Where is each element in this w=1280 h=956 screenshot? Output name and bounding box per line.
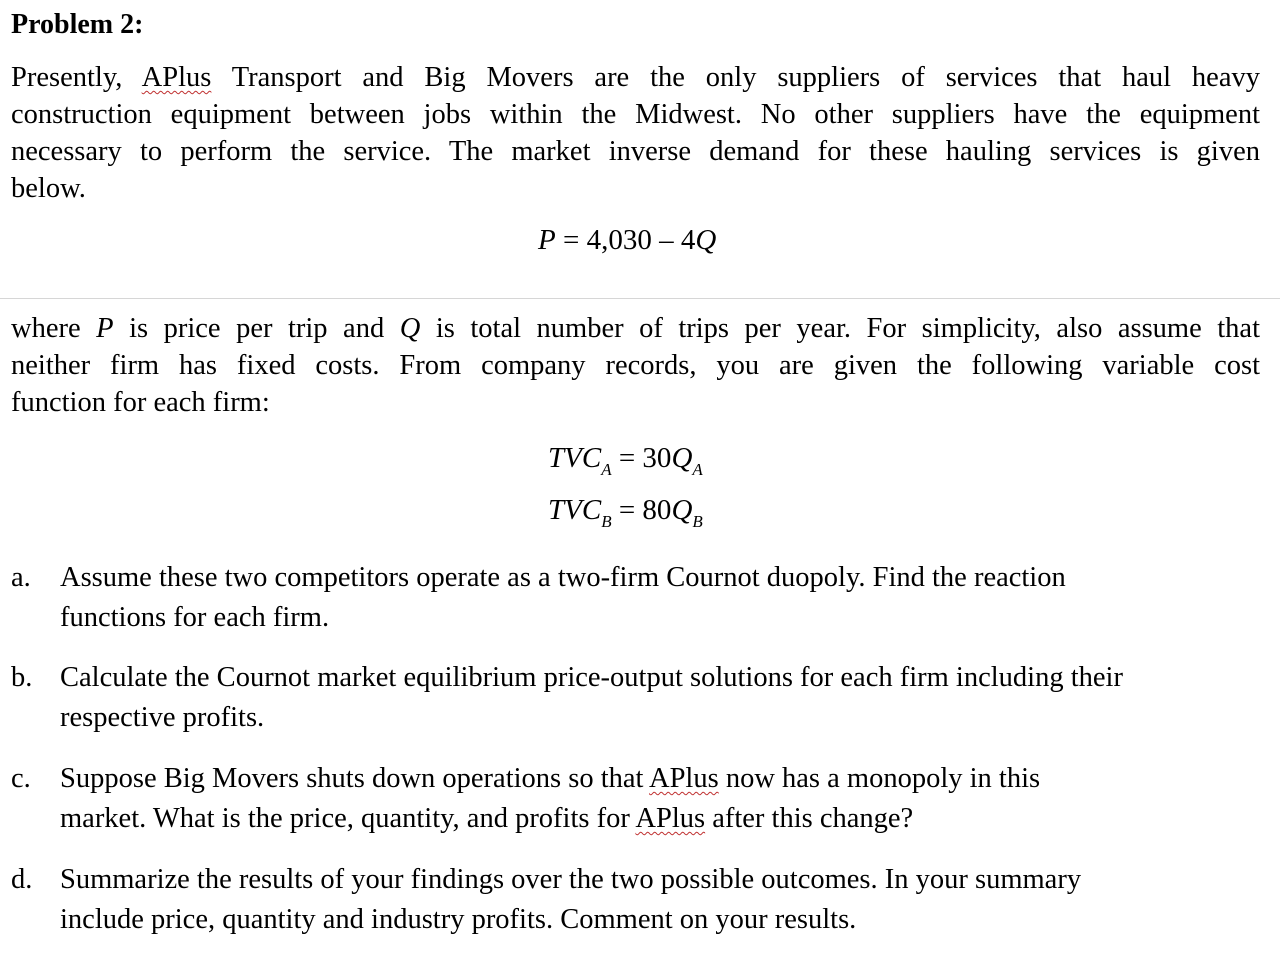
cost-paragraph [11, 310, 1260, 421]
intro-paragraph [11, 59, 1260, 207]
intro-line-4: below. [11, 173, 86, 204]
page-divider [0, 298, 1280, 299]
question-marker: d. [11, 864, 33, 895]
demand-equation: P = 4,030 – 4Q [538, 224, 717, 256]
intro-line-2: construction equipment between jobs within the Midwest. No other suppliers have the equipment [11, 99, 1260, 130]
cost-line-1: where P is price per trip and Q is total number of trips per year. For simplicity, also assume that [11, 313, 1261, 344]
intro-line-1: Presently, APlus Transport and Big Movers are the only suppliers of services that haul heavy [11, 62, 1260, 93]
cost-equation-a: $TVC_A = 30Q_A$ [548, 442, 703, 479]
question-marker: a. [11, 562, 31, 593]
cost-line-3: function for each firm: [11, 387, 270, 418]
problem-title: Problem 2: [11, 9, 144, 40]
question-text: Calculate the Cournot market equilibrium price-output solutions for each firm including their respective profits. [60, 662, 1123, 733]
intro-line-3: necessary to perform the service. The market inverse demand for these hauling services is given [11, 136, 1260, 167]
question-text: Suppose Big Movers shuts down operations so that APlus now has a monopoly in this market. What is the price, quantity, and profits for APlus after this change? [60, 763, 1041, 834]
question-marker: c. [11, 763, 31, 794]
question-text: Assume these two competitors operate as a two-firm Cournot duopoly. Find the reaction functions for each firm. [60, 562, 1066, 633]
question-marker: b. [11, 662, 33, 693]
aplus-name: APlus [635, 803, 706, 834]
aplus-name: APlus [649, 763, 719, 794]
aplus-name: APlus [141, 62, 212, 93]
cost-equation-b: $TVC_B = 80Q_B$ [548, 494, 703, 531]
question-text: Summarize the results of your findings over the two possible outcomes. In your summary include price, quantity and industry profits. Comment on your results. [60, 864, 1082, 935]
cost-line-2: neither firm has fixed costs. From company records, you are given the following variable cost [11, 350, 1260, 381]
